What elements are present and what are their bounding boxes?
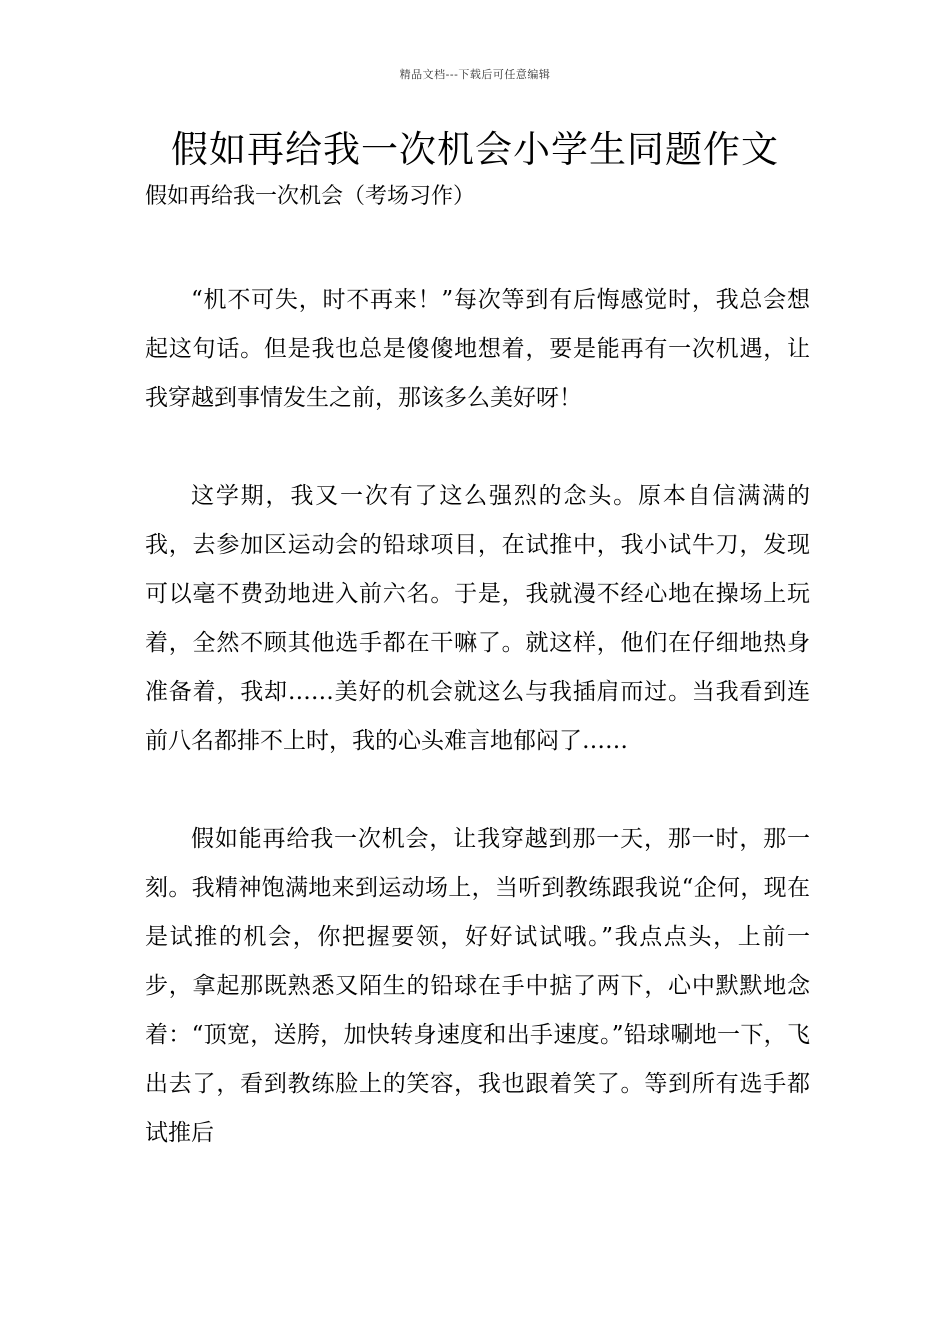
essay-body [145,276,810,1207]
page-header: 精品文档---下载后可任意编辑 [399,68,551,81]
paragraph-2: 这学期，我又一次有了这么强烈的念头。原本自信满满的我，去参加区运动会的铅球项目，在试推中，我小试牛刀，发现可以毫不费劲地进入前六名。于是，我就漫不经心地在操场上玩着，全然不顾其他选手都在干嘛了。就这样，他们在仔细地热身准备着，我却……美好的机会就这么与我插肩而过。当我看到连前八名都排不上时，我的心头难言地郁闷了…… [145,483,810,754]
paragraph-3: 假如能再给我一次机会，让我穿越到那一天，那一时，那一刻。我精神饱满地来到运动场上，当听到教练跟我说“企何，现在是试推的机会，你把握要领，好好试试哦。”我点点头，上前一步，拿起那既熟悉又陌生的铅球在手中掂了两下，心中默默地念着：“顶宽，送胯，加快转身速度和出手速度。”铅球唰地一下，飞出去了，看到教练脸上的笑容，我也跟着笑了。等到所有选手都试推后 [145,826,810,1146]
document-title: 假如再给我一次机会小学生同题作文 [171,128,779,171]
paragraph-1: “机不可失，时不再来！”每次等到有后悔感觉时，我总会想起这句话。但是我也总是傻傻地想着，要是能再有一次机遇，让我穿越到事情发生之前，那该多么美好呀！ [145,287,810,411]
document-subtitle: 假如再给我一次机会（考场习作） [145,184,476,209]
